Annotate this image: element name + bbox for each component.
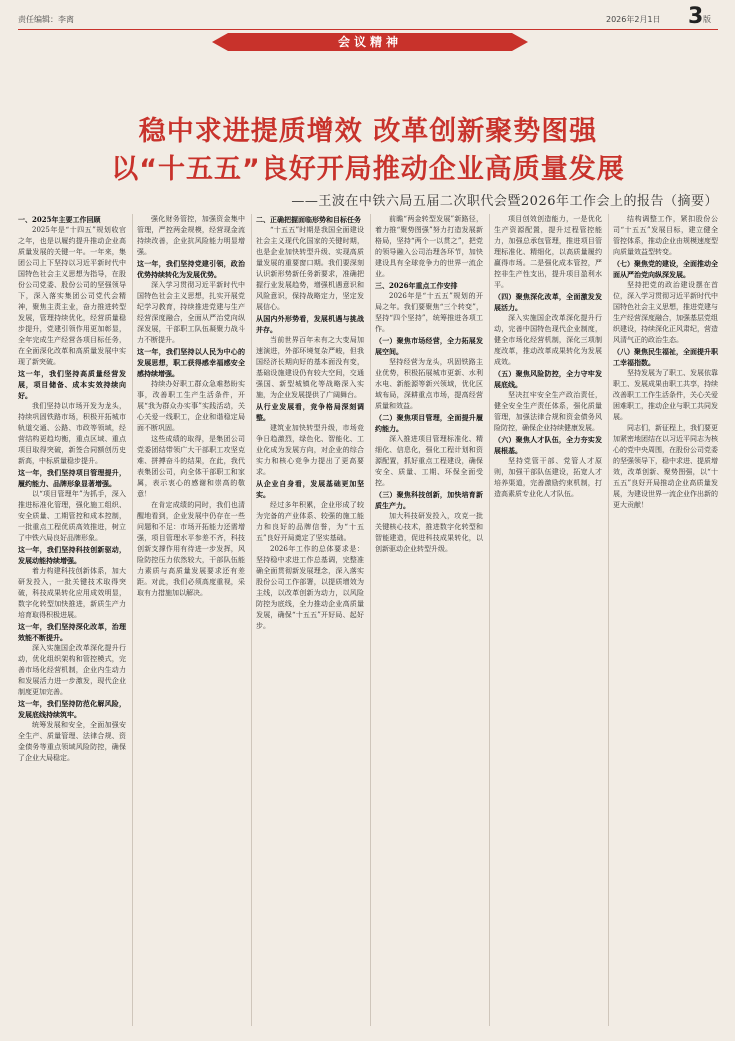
section-heading: （二）聚焦项目管理，全面提升履约能力。 xyxy=(375,413,483,433)
column-divider xyxy=(608,214,609,1026)
issue-date: 2026年2月1日 xyxy=(606,15,661,24)
section-heading: 这一年，我们坚持科技创新驱动，发展动能持续增强。 xyxy=(18,545,126,565)
body-paragraph: 坚持发展为了职工、发展依靠职工、发展成果由职工共享，持续改善职工工作生活条件，关心关爱困难职工，推动企业与职工共同发展。 xyxy=(613,369,718,421)
section-heading: 这一年，我们坚持防范化解风险，发展底线持续筑牢。 xyxy=(18,699,126,719)
section-heading: （五）聚焦风险防控，全力守牢发展底线。 xyxy=(494,369,602,389)
body-paragraph: 坚持党管干部、党管人才原则，加强干部队伍建设，拓宽人才培养渠道，完善激励约束机制，打造高素质专业化人才队伍。 xyxy=(494,457,602,498)
column-divider xyxy=(132,214,133,1026)
body-paragraph: 建筑业加快转型升级，市场竞争日趋激烈，绿色化、智能化、工业化成为发展方向，对企业的综合实力和核心竞争力提出了更高要求。 xyxy=(256,424,364,476)
body-paragraph: 统筹发展和安全，全面加强安全生产、质量管理、法律合规、资金债务等重点领域风险防控，确保了企业大局稳定。 xyxy=(18,721,126,762)
body-paragraph: 深入推进项目管理标准化、精细化、信息化，强化工程计划和资源配置，抓好重点工程建设，确保安全、质量、工期、环保全面受控。 xyxy=(375,435,483,487)
article-column-6 xyxy=(613,214,718,1026)
section-banner: 会议精神 xyxy=(228,33,512,51)
body-paragraph: 前瞻“两金转型发展”新路径，着力推“聚势图强”努力打造发展新格局，坚持“两个一以贯之”，把党的领导融入公司治理各环节，加快建设具有全球竞争力的世界一流企业。 xyxy=(375,215,483,278)
article-column-3 xyxy=(256,214,364,1026)
section-heading: 从国内外形势看，发展机遇与挑战并存。 xyxy=(256,314,364,334)
column-divider xyxy=(370,214,371,1026)
body-paragraph: 着力构建科技创新体系，加大研发投入，一批关键技术取得突破，科技成果转化应用成效明显，数字化转型加快推进，新质生产力培育取得积极进展。 xyxy=(18,567,126,619)
body-paragraph: 同志们，新征程上，我们要更加紧密地团结在以习近平同志为核心的党中央周围，在股份公司党委的坚强领导下，稳中求进、提质增效，改革创新、聚势图强，以“十五五”良好开局推动企业高质量发展，为建设世界一流企业作出新的更大贡献！ xyxy=(613,424,718,509)
article-column-5 xyxy=(494,214,602,1026)
body-paragraph: 坚决扛牢安全生产政治责任，健全安全生产责任体系，强化质量管理，加强法律合规和资金债务风险防控，确保企业持续健康发展。 xyxy=(494,391,602,432)
column-divider xyxy=(489,214,490,1026)
section-heading: 一、2025年主要工作回顾 xyxy=(18,215,101,224)
headline-line-2: 以“十五五”良好开局推动企业高质量发展 xyxy=(111,154,625,185)
section-heading: （一）聚焦市场经营，全力拓展发展空间。 xyxy=(375,336,483,356)
body-paragraph: 结构调整工作，紧扣股份公司“十五五”发展目标，建立健全管控体系，推动企业由规模速度型向质量效益型转变。 xyxy=(613,215,718,256)
body-paragraph: 加大科技研发投入，攻克一批关键核心技术，推进数字化转型和智能建造，促进科技成果转化，以创新驱动企业转型升级。 xyxy=(375,512,483,553)
body-paragraph: 我们坚持以市场开发为龙头，持续巩固铁路市场，积极开拓城市轨道交通、公路、市政等领域，经营结构更趋均衡，重点区域、重点项目取得突破，新签合同额创历史新高，中标质量稳步提升。 xyxy=(18,402,126,465)
section-heading: 从行业发展看，竞争格局深刻调整。 xyxy=(256,402,364,422)
body-paragraph: 以“项目管理年”为抓手，深入推进标准化管理，强化施工组织、安全质量、工期管控和成本控制，一批重点工程优质高效推进，树立了中铁六局良好品牌形象。 xyxy=(18,490,126,542)
section-heading: 这一年，我们坚持以人民为中心的发展思想，职工获得感幸福感安全感持续增强。 xyxy=(137,347,245,378)
body-paragraph: 深入实施国企改革深化提升行动，完善中国特色现代企业制度，健全市场化经营机制，深化三项制度改革，推动改革成果转化为发展成效。 xyxy=(494,314,602,366)
subtitle: ——王波在中铁六局五届二次职代会暨2026年工作会上的报告（摘要） xyxy=(291,194,718,209)
section-heading: 这一年，我们坚持党建引领，政治优势持续转化为发展优势。 xyxy=(137,259,245,279)
body-paragraph: 在肯定成绩的同时，我们也清醒地看到，企业发展中仍存在一些问题和不足：市场开拓能力还需增强，项目管理水平参差不齐，科技创新支撑作用有待进一步发挥，风险防控压力依然较大，干部队伍能力素质与高质量发展要求还有差距。对此，我们必须高度重视，采取有力措施加以解决。 xyxy=(137,501,245,597)
column-divider xyxy=(251,214,252,1026)
section-heading: （三）聚焦科技创新，加快培育新质生产力。 xyxy=(375,490,483,510)
section-heading: （七）聚焦党的建设，全面推动全面从严治党向纵深发展。 xyxy=(613,259,718,279)
section-heading: （四）聚焦深化改革，全面激发发展活力。 xyxy=(494,292,602,312)
page-suffix: 版 xyxy=(703,15,711,24)
body-paragraph: 2026年是“十五五”规划的开局之年。我们要聚焦“三个转变”，坚持“四个坚持”，统筹推进各项工作。 xyxy=(375,292,483,333)
header-rule xyxy=(18,29,718,30)
article-column-1 xyxy=(18,214,126,1026)
body-paragraph: 2025年是“十四五”规划收官之年，也是以履约提升推动企业高质量发展的关键一年。一年来，集团公司上下坚持以习近平新时代中国特色社会主义思想为指导，在股份公司党委、股份公司的坚强领导下，深入落实集团公司党代会精神，聚焦主责主业，奋力推进转型发展，管理持续优化，经营质量稳步提升，党建引领作用更加彰显，全年完成生产经营各项目标任务，在全面深化改革和高质量发展中实现了新突破。 xyxy=(18,226,126,366)
page-number: 3 xyxy=(688,4,704,29)
body-paragraph: 2026年工作的总体要求是：坚持稳中求进工作总基调，完整准确全面贯彻新发展理念，深入落实股份公司工作部署，以提质增效为主线，以改革创新为动力，以风险防控为底线，全力推动企业高质量发展，确保“十五五”开好局、起好步。 xyxy=(256,545,364,630)
section-heading: 这一年，我们坚持高质量经营发展，项目储备、成本实效持续向好。 xyxy=(18,369,126,400)
body-paragraph: 深入实施国企改革深化提升行动，优化组织架构和管控模式，完善市场化经营机制，企业内生动力和发展活力进一步激发，现代企业制度更加完善。 xyxy=(18,644,126,696)
article-body xyxy=(18,214,718,1026)
section-heading: 这一年，我们坚持深化改革，治理效能不断提升。 xyxy=(18,622,126,642)
body-paragraph: 项目创效创造能力，一是优化生产资源配置，提升过程管控能力，加强总承包管理，推进项目管理标准化、精细化，以高质量履约赢得市场。二是强化成本管控，严控非生产性支出，提升项目盈利水平。 xyxy=(494,215,602,289)
body-paragraph: 这些成绩的取得，是集团公司党委团结带领广大干部职工攻坚克难、拼搏奋斗的结果，在此，我代表集团公司，向全体干部职工和家属，表示衷心的感谢和崇高的敬意！ xyxy=(137,435,245,498)
body-paragraph: 坚持把党的政治建设摆在首位，深入学习贯彻习近平新时代中国特色社会主义思想，推进党建与生产经营深度融合，加强基层党组织建设，持续深化正风肃纪，营造风清气正的政治生态。 xyxy=(613,281,718,344)
body-paragraph: 深入学习贯彻习近平新时代中国特色社会主义思想，扎实开展党纪学习教育，持续推进党建与生产经营深度融合，全面从严治党向纵深发展，干部职工队伍凝聚力战斗力不断提升。 xyxy=(137,281,245,344)
body-paragraph: “十五五”时期是我国全面建设社会主义现代化国家的关键时期，也是企业加快转型升级、实现高质量发展的重要窗口期。我们要深刻认识新形势新任务新要求，准确把握行业发展趋势，增强机遇意识和风险意识，保持战略定力，坚定发展信心。 xyxy=(256,226,364,311)
article-column-4 xyxy=(375,214,483,1026)
body-paragraph: 当前世界百年未有之大变局加速演进，外部环境复杂严峻，但我国经济长期向好的基本面没有变，基础设施建设仍有较大空间，交通强国、新型城镇化等战略深入实施，为企业发展提供了广阔舞台。 xyxy=(256,336,364,399)
body-paragraph: 经过多年积累，企业形成了较为完备的产业体系、较强的施工能力和良好的品牌信誉，为“十五五”良好开局奠定了坚实基础。 xyxy=(256,501,364,542)
body-paragraph: 持续办好职工群众急难愁盼实事，改善职工生产生活条件，开展“我为群众办实事”实践活动，关心关爱一线职工，企业和谐稳定局面不断巩固。 xyxy=(137,380,245,432)
section-heading: （六）聚焦人才队伍，全力夯实发展根基。 xyxy=(494,435,602,455)
article-column-2 xyxy=(137,214,245,1026)
headline-line-1: 稳中求进提质增效 改革创新聚势图强 xyxy=(138,116,598,147)
body-paragraph: 坚持经营为龙头，巩固铁路主业优势，积极拓展城市更新、水利水电、新能源等新兴领域，优化区域布局，深耕重点市场，提高经营质量和效益。 xyxy=(375,358,483,410)
section-heading: 这一年，我们坚持项目管理提升，履约能力、品牌形象显著增强。 xyxy=(18,468,126,488)
headline xyxy=(18,115,718,187)
section-heading: 二、正确把握面临形势和目标任务 xyxy=(256,215,361,224)
editor-credit: 责任编辑：李离 xyxy=(18,15,74,24)
body-paragraph: 强化财务管控，加强资金集中管理，严控两金规模，经营现金流持续改善，企业抗风险能力明显增强。 xyxy=(137,215,245,256)
section-heading: 三、2026年重点工作安排 xyxy=(375,281,458,290)
section-heading: 从企业自身看，发展基础更加坚实。 xyxy=(256,479,364,499)
section-heading: （八）聚焦民生福祉，全面提升职工幸福指数。 xyxy=(613,347,718,367)
